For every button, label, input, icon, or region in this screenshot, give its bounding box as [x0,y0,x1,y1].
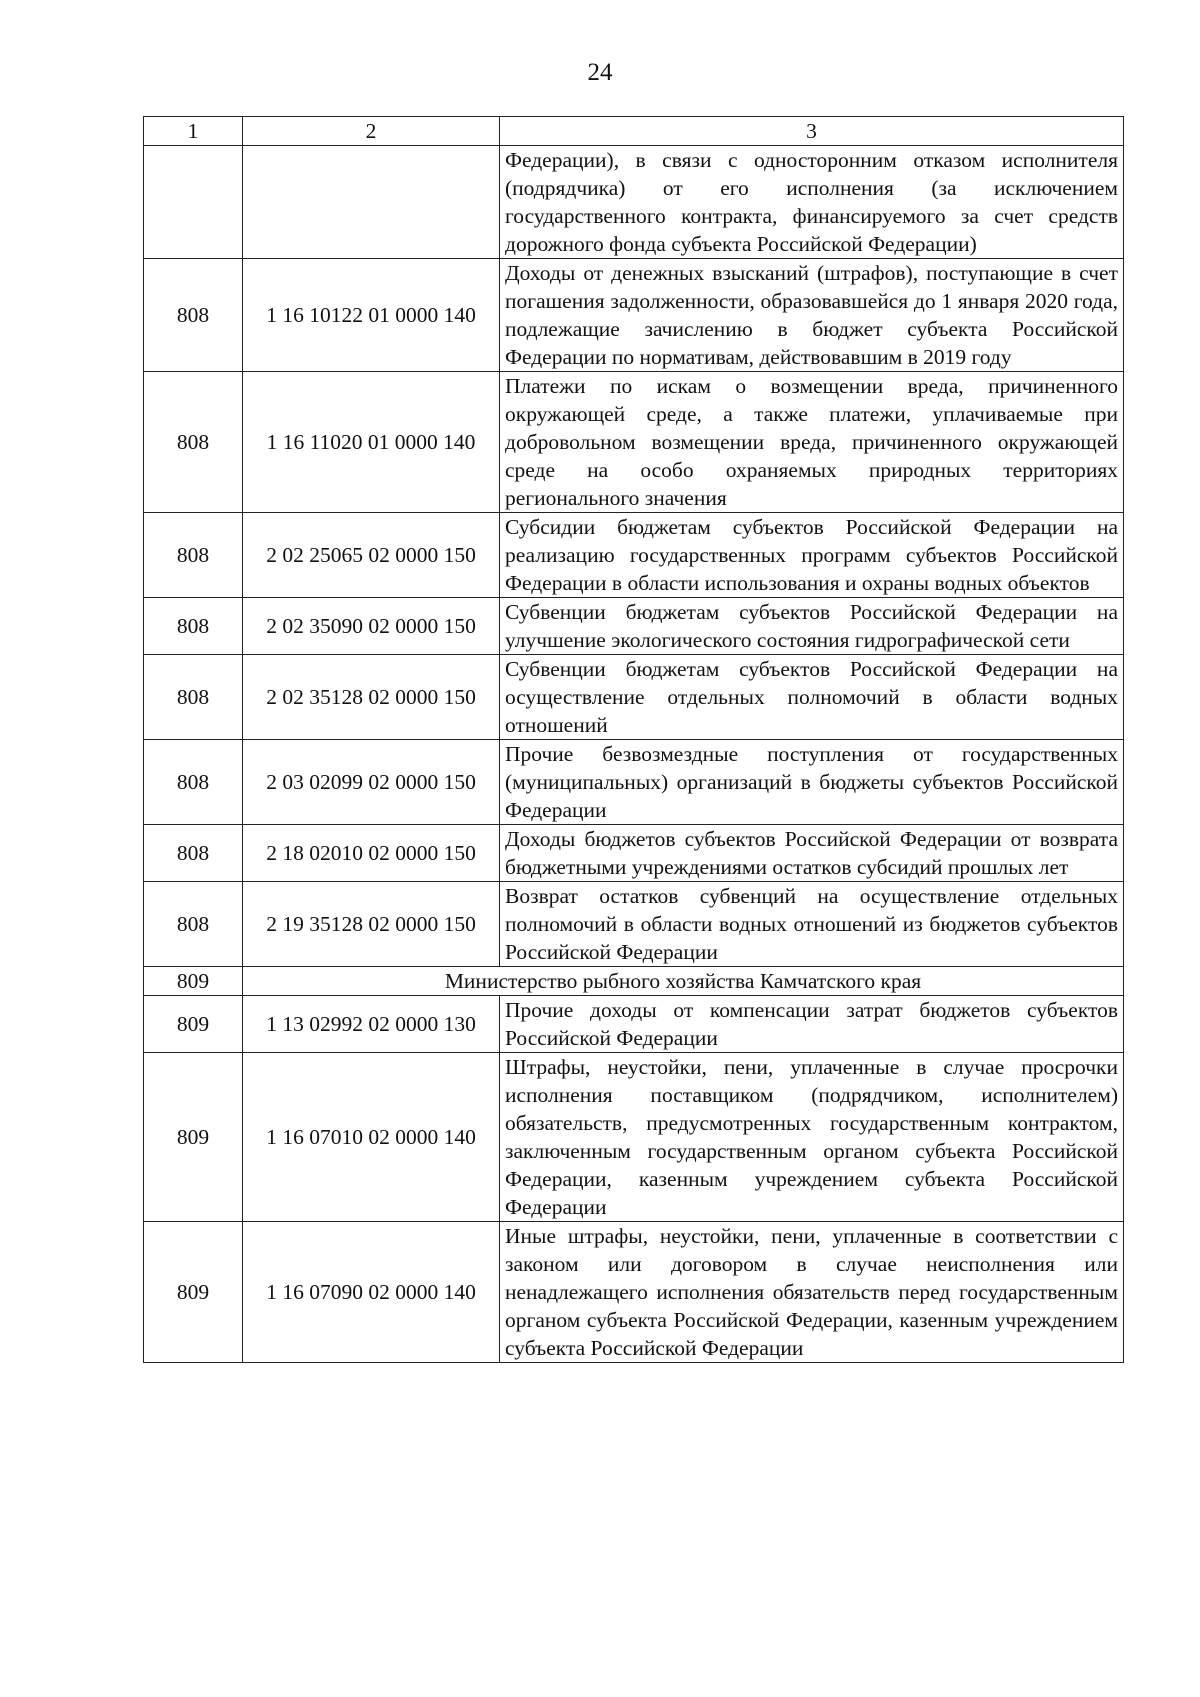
admin-code-cell: 809 [144,996,243,1053]
table-row [144,655,1124,740]
admin-code-cell: 808 [144,372,243,513]
table-row [144,372,1124,513]
table-row [144,513,1124,598]
description-cell: Федерации), в связи с односторонним отказом исполнителя (подрядчика) от его исполнения (за исключением государственного контракта, финансируемого за счет средств дорожного фонда субъекта Российской Федерации) [500,146,1124,259]
budget-code-cell: 1 13 02992 02 0000 130 [243,996,500,1053]
description-cell: Субсидии бюджетам субъектов Российской Федерации на реализацию государственных программ субъектов Российской Федерации в области использования и охраны водных объектов [500,513,1124,598]
table-row [144,146,1124,259]
budget-code-cell: 1 16 07010 02 0000 140 [243,1053,500,1222]
budget-code-cell: 1 16 07090 02 0000 140 [243,1222,500,1363]
admin-code-cell: 809 [144,1222,243,1363]
section-row [144,967,1124,996]
column-header: 2 [243,117,500,146]
column-header: 1 [144,117,243,146]
description-cell: Субвенции бюджетам субъектов Российской Федерации на улучшение экологического состояния гидрографической сети [500,598,1124,655]
budget-code-cell: 2 19 35128 02 0000 150 [243,882,500,967]
description-cell: Прочие безвозмездные поступления от государственных (муниципальных) организаций в бюджеты субъектов Российской Федерации [500,740,1124,825]
table-row [144,259,1124,372]
admin-code-cell: 809 [144,1053,243,1222]
budget-code-cell: 2 18 02010 02 0000 150 [243,825,500,882]
admin-code-cell: 808 [144,882,243,967]
budget-revenue-table [143,116,1124,1363]
table-row [144,1053,1124,1222]
description-cell: Субвенции бюджетам субъектов Российской Федерации на осуществление отдельных полномочий в области водных отношений [500,655,1124,740]
description-cell: Доходы бюджетов субъектов Российской Федерации от возврата бюджетными учреждениями остатков субсидий прошлых лет [500,825,1124,882]
budget-code-cell: 2 02 35128 02 0000 150 [243,655,500,740]
table-row [144,825,1124,882]
description-cell: Платежи по искам о возмещении вреда, причиненного окружающей среде, а также платежи, уплачиваемые при добровольном возмещении вреда, причиненного окружающей среде на особо охраняемых природных территориях регионального значения [500,372,1124,513]
budget-code-cell: 1 16 11020 01 0000 140 [243,372,500,513]
budget-code-cell: 1 16 10122 01 0000 140 [243,259,500,372]
table-header-row [144,117,1124,146]
description-cell: Возврат остатков субвенций на осуществление отдельных полномочий в области водных отношений из бюджетов субъектов Российской Федерации [500,882,1124,967]
column-header: 3 [500,117,1124,146]
budget-code-cell: 2 02 35090 02 0000 150 [243,598,500,655]
admin-code-cell: 808 [144,740,243,825]
table-row [144,598,1124,655]
table-row [144,996,1124,1053]
admin-code-cell: 808 [144,598,243,655]
admin-code-cell [144,146,243,259]
admin-code-cell: 808 [144,259,243,372]
admin-code-cell: 808 [144,825,243,882]
admin-code-cell: 809 [144,967,243,996]
page-number: 24 [587,59,613,86]
table-row [144,1222,1124,1363]
admin-code-cell: 808 [144,513,243,598]
section-title: Министерство рыбного хозяйства Камчатского края [243,967,1124,996]
table-row [144,740,1124,825]
admin-code-cell: 808 [144,655,243,740]
description-cell: Штрафы, неустойки, пени, уплаченные в случае просрочки исполнения поставщиком (подрядчиком, исполнителем) обязательств, предусмотренных государственным контрактом, заключенным государственным органом субъекта Российской Федерации, казенным учреждением субъекта Российской Федерации [500,1053,1124,1222]
description-cell: Доходы от денежных взысканий (штрафов), поступающие в счет погашения задолженности, образовавшейся до 1 января 2020 года, подлежащие зачислению в бюджет субъекта Российской Федерации по нормативам, действовавшим в 2019 году [500,259,1124,372]
description-cell: Иные штрафы, неустойки, пени, уплаченные в соответствии с законом или договором в случае неисполнения или ненадлежащего исполнения обязательств перед государственным органом субъекта Российской Федерации, казенным учреждением субъекта Российской Федерации [500,1222,1124,1363]
budget-code-cell: 2 03 02099 02 0000 150 [243,740,500,825]
budget-code-cell: 2 02 25065 02 0000 150 [243,513,500,598]
description-cell: Прочие доходы от компенсации затрат бюджетов субъектов Российской Федерации [500,996,1124,1053]
table-row [144,882,1124,967]
budget-code-cell [243,146,500,259]
